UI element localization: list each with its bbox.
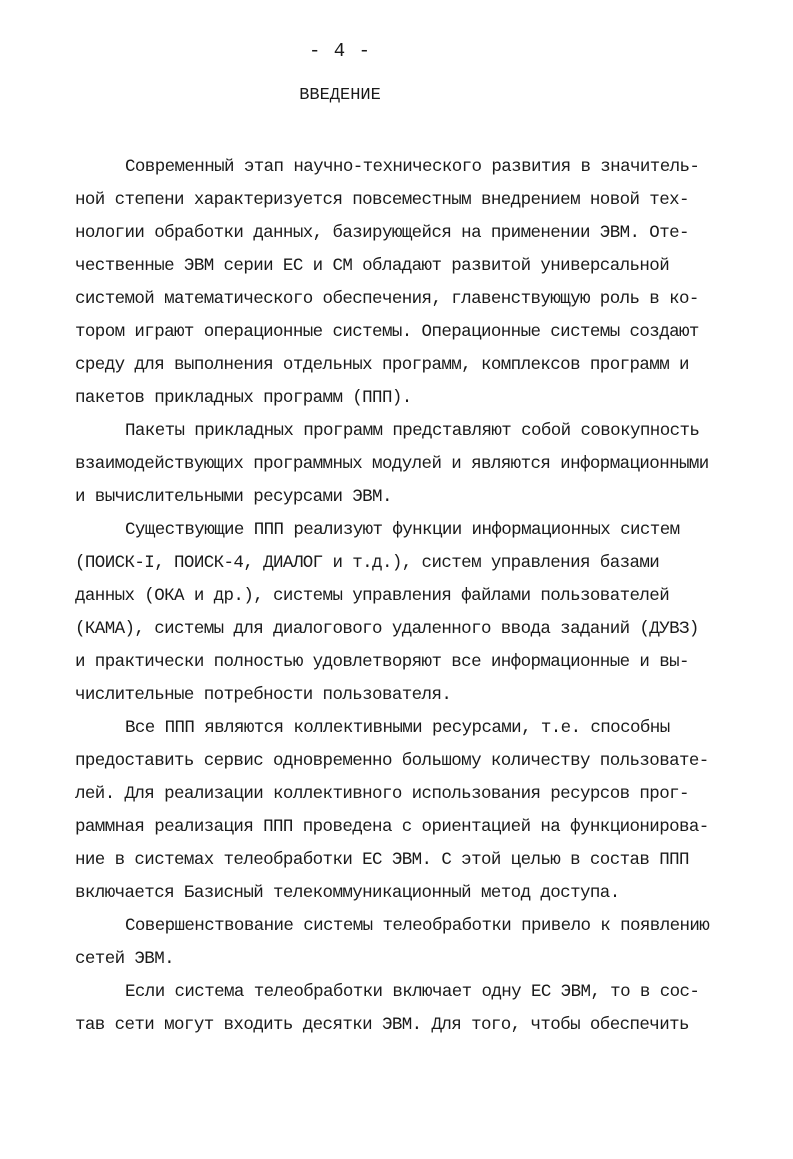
text-line: (КАМА), системы для диалогового удаленного ввода заданий (ДУВЗ): [75, 619, 699, 639]
text-line: Современный этап научно-технического развития в значитель-: [125, 157, 700, 177]
text-line: включается Базисный телекоммуникационный метод доступа.: [75, 883, 620, 903]
text-line: чественные ЭВМ серии ЕС и СМ обладают развитой универсальной: [75, 256, 670, 276]
text-line: Существующие ППП реализуют функции информационных систем: [125, 520, 680, 540]
text-line: пакетов прикладных программ (ППП).: [75, 388, 412, 408]
text-line: ние в системах телеобработки ЕС ЭВМ. С этой целью в состав ППП: [75, 850, 689, 870]
text-line: системой математического обеспечения, главенствующую роль в ко-: [75, 289, 699, 309]
text-line: Все ППП являются коллективными ресурсами, т.е. способны: [125, 718, 670, 738]
text-line: лей. Для реализации коллективного использования ресурсов прог-: [75, 784, 689, 804]
text-line: Если система телеобработки включает одну ЕС ЭВМ, то в сос-: [125, 982, 700, 1002]
text-line: (ПОИСК-I, ПОИСК-4, ДИАЛОГ и т.д.), систем управления базами: [75, 553, 660, 573]
text-line: Совершенствование системы телеобработки привело к появлению: [125, 916, 710, 936]
page-number: - 4 -: [308, 40, 371, 62]
text-line: тав сети могут входить десятки ЭВМ. Для того, чтобы обеспечить: [75, 1015, 689, 1035]
text-line: предоставить сервис одновременно большому количеству пользовате-: [75, 751, 709, 771]
text-line: числительные потребности пользователя.: [75, 685, 452, 705]
text-line: раммная реализация ППП проведена с ориентацией на функционирова-: [75, 817, 709, 837]
text-line: сетей ЭВМ.: [75, 949, 175, 969]
text-line: данных (ОКА и др.), системы управления файлами пользователей: [75, 586, 670, 606]
text-line: ной степени характеризуется повсеместным внедрением новой тех-: [75, 190, 689, 210]
section-heading: ВВЕДЕНИЕ: [299, 86, 381, 105]
text-line: и практически полностью удовлетворяют все информационные и вы-: [75, 652, 689, 672]
text-line: среду для выполнения отдельных программ, комплексов программ и: [75, 355, 689, 375]
text-line: взаимодействующих программных модулей и являются информационными: [75, 454, 709, 474]
text-line: Пакеты прикладных программ представляют собой совокупность: [125, 421, 700, 441]
text-line: и вычислительными ресурсами ЭВМ.: [75, 487, 392, 507]
text-line: нологии обработки данных, базирующейся на применении ЭВМ. Оте-: [75, 223, 689, 243]
body-text: [75, 151, 735, 1042]
text-line: тором играют операционные системы. Операционные системы создают: [75, 322, 699, 342]
